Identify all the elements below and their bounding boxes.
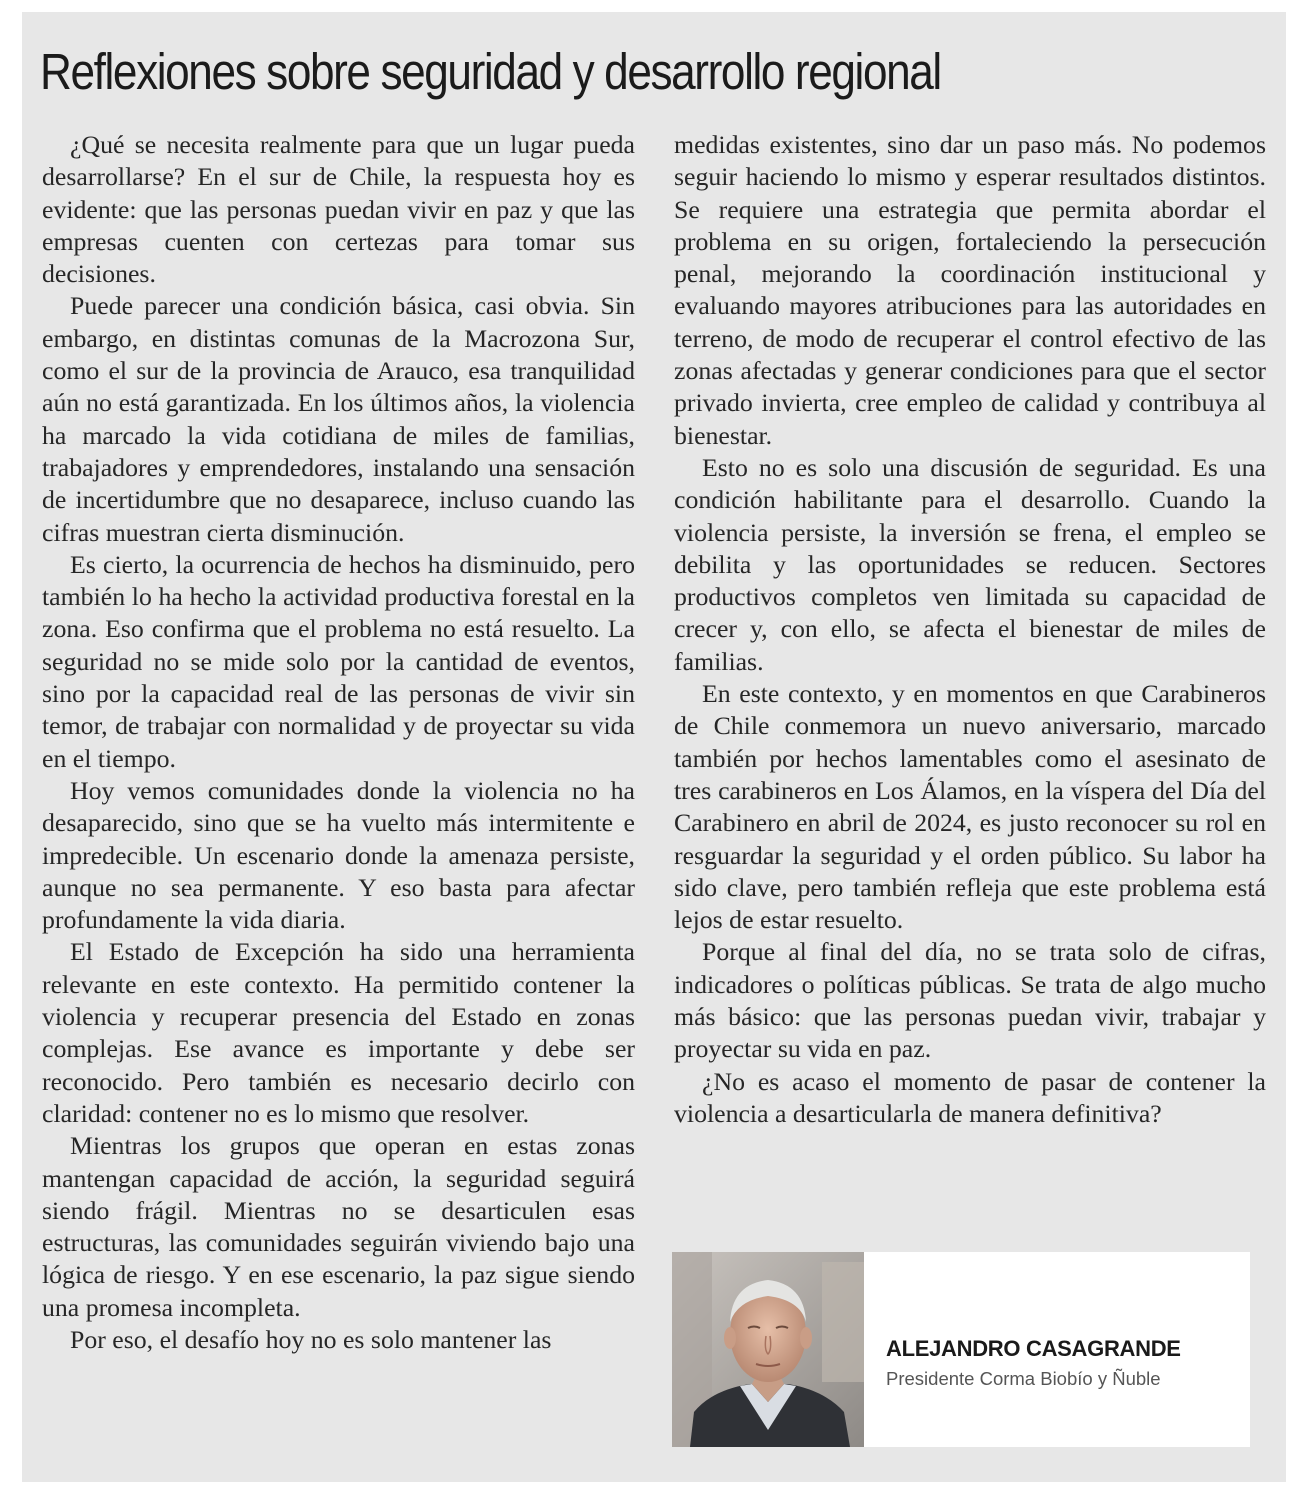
article-column-right: [674, 129, 1266, 1130]
author-photo: [672, 1252, 864, 1447]
article-paragraph: Es cierto, la ocurrencia de hechos ha disminuido, pero también lo ha hecho la actividad productiva forestal en la zona. Eso confirma que el problema no está resuelto. La seguridad no se mide solo por la cantidad de eventos, sino por la capacidad real de las personas de vivir sin temor, de trabajar con normalidad y de proyectar su vida en el tiempo.: [42, 549, 635, 773]
article-paragraph: Puede parecer una condición básica, casi obvia. Sin embargo, en distintas comunas de la Macrozona Sur, como el sur de la provincia de Arauco, esa tranquilidad aún no está garantizada. En los últimos años, la violencia ha marcado la vida cotidiana de miles de familias, trabajadores y emprendedores, instalando una sensación de incertidumbre que no desaparece, incluso cuando las cifras muestran cierta disminución.: [42, 291, 635, 547]
author-name: ALEJANDRO CASAGRANDE: [886, 1336, 1181, 1361]
author-portrait-image: [672, 1252, 864, 1447]
article-paragraph-continuation: medidas existentes, sino dar un paso más. No podemos seguir haciendo lo mismo y esperar resultados distintos. Se requiere una estrategia que permita abordar el problema en su origen, fortaleciendo la persecución penal, mejorando la coordinación institucional y evaluando mayores atribuciones para las autoridades en terreno, de modo de recuperar el control efectivo de las zonas afectadas y generar condiciones para que el sector privado invierta, cree empleo de calidad y contribuya al bienestar.: [674, 130, 1266, 450]
article-paragraph: Mientras los grupos que operan en estas zonas mantengan capacidad de acción, la seguridad seguirá siendo frágil. Mientras no se desarticulen esas estructuras, las comunidades seguirán viviendo bajo una lógica de riesgo. Y en ese escenario, la paz sigue siendo una promesa incompleta.: [42, 1131, 635, 1322]
article-paragraph: ¿No es acaso el momento de pasar de contener la violencia a desarticularla de manera definitiva?: [674, 1066, 1266, 1128]
author-role: Presidente Corma Biobío y Ñuble: [886, 1368, 1161, 1389]
article-paragraph: El Estado de Excepción ha sido una herramienta relevante en este contexto. Ha permitido contener la violencia y recuperar presencia del Estado en zonas complejas. Ese avance es importante y debe ser reconocido. Pero también es necesario decirlo con claridad: contener no es lo mismo que resolver.: [42, 937, 635, 1128]
author-card: [672, 1252, 1250, 1447]
article-column-left: [42, 129, 635, 1356]
article-paragraph: Hoy vemos comunidades donde la violencia no ha desaparecido, sino que se ha vuelto más intermitente e impredecible. Un escenario donde la amenaza persiste, aunque no sea permanente. Y eso basta para afectar profundamente la vida diaria.: [42, 775, 635, 935]
article-paragraph: Esto no es solo una discusión de seguridad. Es una condición habilitante para el desarrollo. Cuando la violencia persiste, la inversión se frena, el empleo se debilita y las oportunidades se reducen. Sectores productivos completos ven limitada su capacidad de crecer y, con ello, se afecta el bienestar de miles de familias.: [674, 452, 1266, 676]
article-paragraph: En este contexto, y en momentos en que Carabineros de Chile conmemora un nuevo aniversario, marcado también por hechos lamentables como el asesinato de tres carabineros en Los Álamos, en la víspera del Día del Carabinero en abril de 2024, es justo reconocer su rol en resguardar la seguridad y el orden público. Su labor ha sido clave, pero también refleja que este problema está lejos de estar resuelto.: [674, 679, 1266, 935]
newspaper-page: [22, 12, 1286, 1482]
article-headline: Reflexiones sobre seguridad y desarrollo regional: [40, 43, 941, 100]
article-paragraph: Por eso, el desafío hoy no es solo mantener las: [70, 1324, 552, 1354]
article-paragraph: Porque al final del día, no se trata solo de cifras, indicadores o políticas públicas. Se trata de algo mucho más básico: que las personas puedan vivir, trabajar y proyectar su vida en paz.: [674, 937, 1266, 1064]
article-paragraph: ¿Qué se necesita realmente para que un lugar pueda desarrollarse? En el sur de Chile, la respuesta hoy es evidente: que las personas puedan vivir en paz y que las empresas cuenten con certezas para tomar sus decisiones.: [42, 130, 635, 289]
